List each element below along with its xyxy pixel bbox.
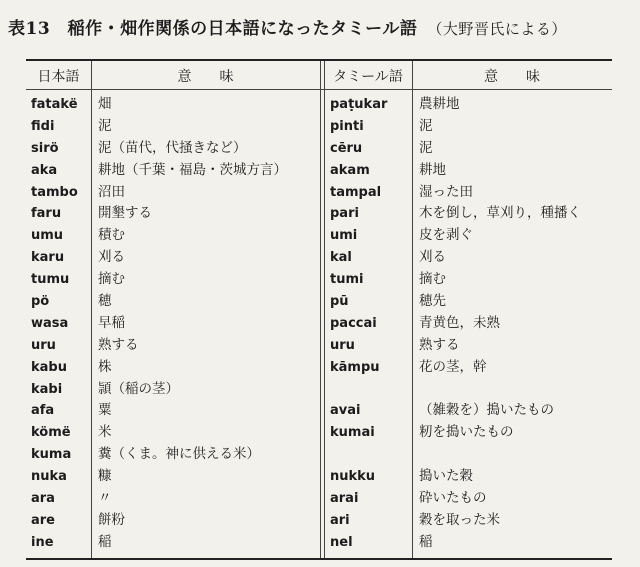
japanese-meaning: 米 bbox=[98, 424, 112, 441]
japanese-word: fatakë bbox=[31, 97, 78, 112]
tamil-word: paccai bbox=[330, 315, 377, 331]
header-tamil: タミール語 bbox=[333, 69, 403, 85]
tamil-word: paṭukar bbox=[330, 97, 388, 112]
header-rule bbox=[26, 89, 612, 90]
japanese-word: kömë bbox=[31, 425, 71, 441]
tamil-meaning: 耕地 bbox=[419, 161, 446, 178]
tamil-word: tampal bbox=[330, 184, 382, 200]
tamil-word: cēru bbox=[330, 140, 363, 156]
tamil-meaning: 湿った田 bbox=[419, 183, 473, 200]
tamil-meaning: 稲 bbox=[419, 533, 433, 550]
tamil-meaning: 穀を取った米 bbox=[419, 511, 500, 528]
tamil-meaning: 籾を搗いたもの bbox=[419, 424, 514, 441]
tamil-word: umi bbox=[330, 228, 358, 244]
japanese-word: are bbox=[31, 512, 56, 528]
table-title-citation: （大野晋氏による） bbox=[427, 20, 567, 38]
tamil-meaning: 花の茎，幹 bbox=[419, 358, 487, 375]
tamil-meaning: 木を倒し，草刈り，種播く bbox=[419, 205, 581, 222]
tamil-word: kal bbox=[330, 250, 352, 266]
japanese-word: fidi bbox=[31, 118, 55, 134]
tamil-word-column bbox=[330, 94, 410, 554]
column-divider bbox=[91, 61, 92, 558]
word-table bbox=[26, 59, 612, 560]
tamil-meaning: 泥 bbox=[419, 139, 433, 156]
japanese-word: kabi bbox=[31, 381, 63, 397]
tamil-word: akam bbox=[330, 162, 370, 178]
tamil-word bbox=[330, 379, 410, 401]
tamil-word: kāmpu bbox=[330, 359, 380, 375]
japanese-meaning: 〃 bbox=[98, 490, 112, 507]
tamil-word: uru bbox=[330, 337, 355, 353]
tamil-word: arai bbox=[330, 491, 359, 507]
tamil-meaning bbox=[419, 379, 609, 401]
tamil-word: pinti bbox=[330, 118, 364, 134]
japanese-meaning: 株 bbox=[98, 358, 112, 375]
japanese-word: pö bbox=[31, 294, 50, 310]
japanese-word: kuma bbox=[31, 447, 72, 463]
japanese-meaning: 餅粉 bbox=[98, 511, 125, 528]
japanese-meaning: 泥 bbox=[98, 117, 112, 134]
japanese-word: uru bbox=[31, 337, 56, 353]
japanese-meaning: 糞（くま。神に供える米） bbox=[98, 446, 260, 463]
japanese-meaning: 畑 bbox=[98, 96, 112, 112]
japanese-word: tumu bbox=[31, 272, 70, 288]
japanese-word: wasa bbox=[31, 315, 69, 331]
tamil-word: tumi bbox=[330, 272, 364, 288]
tamil-word: avai bbox=[330, 403, 361, 419]
japanese-meaning: 刈る bbox=[98, 249, 125, 266]
tamil-meaning: 青黄色，未熟 bbox=[419, 314, 500, 331]
header-meaning-right: 意 味 bbox=[484, 69, 540, 85]
tamil-meaning: 搗いた穀 bbox=[419, 468, 473, 485]
tamil-word: pari bbox=[330, 206, 359, 222]
header-japanese: 日本語 bbox=[37, 69, 80, 85]
japanese-meaning: 泥（苗代，代掻きなど） bbox=[98, 139, 247, 156]
header-meaning-left: 意 味 bbox=[177, 69, 234, 85]
tamil-meaning: 農耕地 bbox=[419, 96, 460, 112]
japanese-word: sirö bbox=[31, 140, 59, 156]
japanese-meaning: 沼田 bbox=[98, 183, 125, 200]
japanese-word-column bbox=[31, 94, 89, 554]
tamil-word: nel bbox=[330, 534, 353, 550]
tamil-meaning: 熟する bbox=[419, 336, 460, 353]
japanese-word: ara bbox=[31, 491, 55, 507]
japanese-word: kabu bbox=[31, 359, 67, 375]
japanese-meaning: 早稲 bbox=[98, 314, 125, 331]
japanese-meaning: 稲 bbox=[98, 533, 112, 550]
table-title bbox=[8, 14, 567, 39]
japanese-word: tambo bbox=[31, 184, 78, 200]
tamil-word bbox=[330, 444, 410, 466]
japanese-meaning: 開墾する bbox=[98, 205, 152, 222]
column-divider bbox=[324, 61, 325, 558]
japanese-word: aka bbox=[31, 162, 58, 178]
japanese-word: umu bbox=[31, 228, 64, 244]
japanese-word: faru bbox=[31, 206, 62, 222]
tamil-meaning-column bbox=[419, 94, 609, 554]
japanese-meaning: 熟する bbox=[98, 336, 139, 353]
tamil-word: ari bbox=[330, 512, 350, 528]
table-title-main: 表13 稲作・畑作関係の日本語になったタミール語 bbox=[8, 19, 418, 39]
tamil-meaning: 穂先 bbox=[419, 293, 446, 310]
tamil-meaning: 皮を剥ぐ bbox=[419, 227, 473, 244]
tamil-meaning bbox=[419, 444, 609, 466]
japanese-meaning: 穂 bbox=[98, 293, 112, 310]
tamil-meaning: 摘む bbox=[419, 271, 446, 288]
japanese-meaning: 耕地（千葉・福島・茨城方言） bbox=[98, 161, 287, 178]
column-divider bbox=[412, 61, 413, 558]
tamil-meaning: 刈る bbox=[419, 249, 446, 266]
japanese-meaning-column bbox=[98, 94, 318, 554]
tamil-meaning: 砕いたもの bbox=[419, 490, 487, 507]
column-divider bbox=[320, 61, 321, 558]
japanese-word: karu bbox=[31, 250, 65, 266]
japanese-meaning: 糠 bbox=[98, 468, 112, 485]
tamil-word: pū bbox=[330, 294, 349, 310]
japanese-meaning: 粟 bbox=[98, 402, 112, 419]
japanese-meaning: 頴（稲の茎） bbox=[98, 380, 179, 397]
tamil-meaning: （雑穀を）搗いたもの bbox=[419, 402, 554, 419]
japanese-meaning: 積む bbox=[98, 227, 125, 244]
japanese-word: ine bbox=[31, 534, 54, 550]
japanese-meaning: 摘む bbox=[98, 271, 125, 288]
japanese-word: afa bbox=[31, 403, 55, 419]
tamil-meaning: 泥 bbox=[419, 117, 433, 134]
japanese-word: nuka bbox=[31, 469, 67, 485]
tamil-word: kumai bbox=[330, 425, 375, 441]
tamil-word: nukku bbox=[330, 469, 376, 485]
